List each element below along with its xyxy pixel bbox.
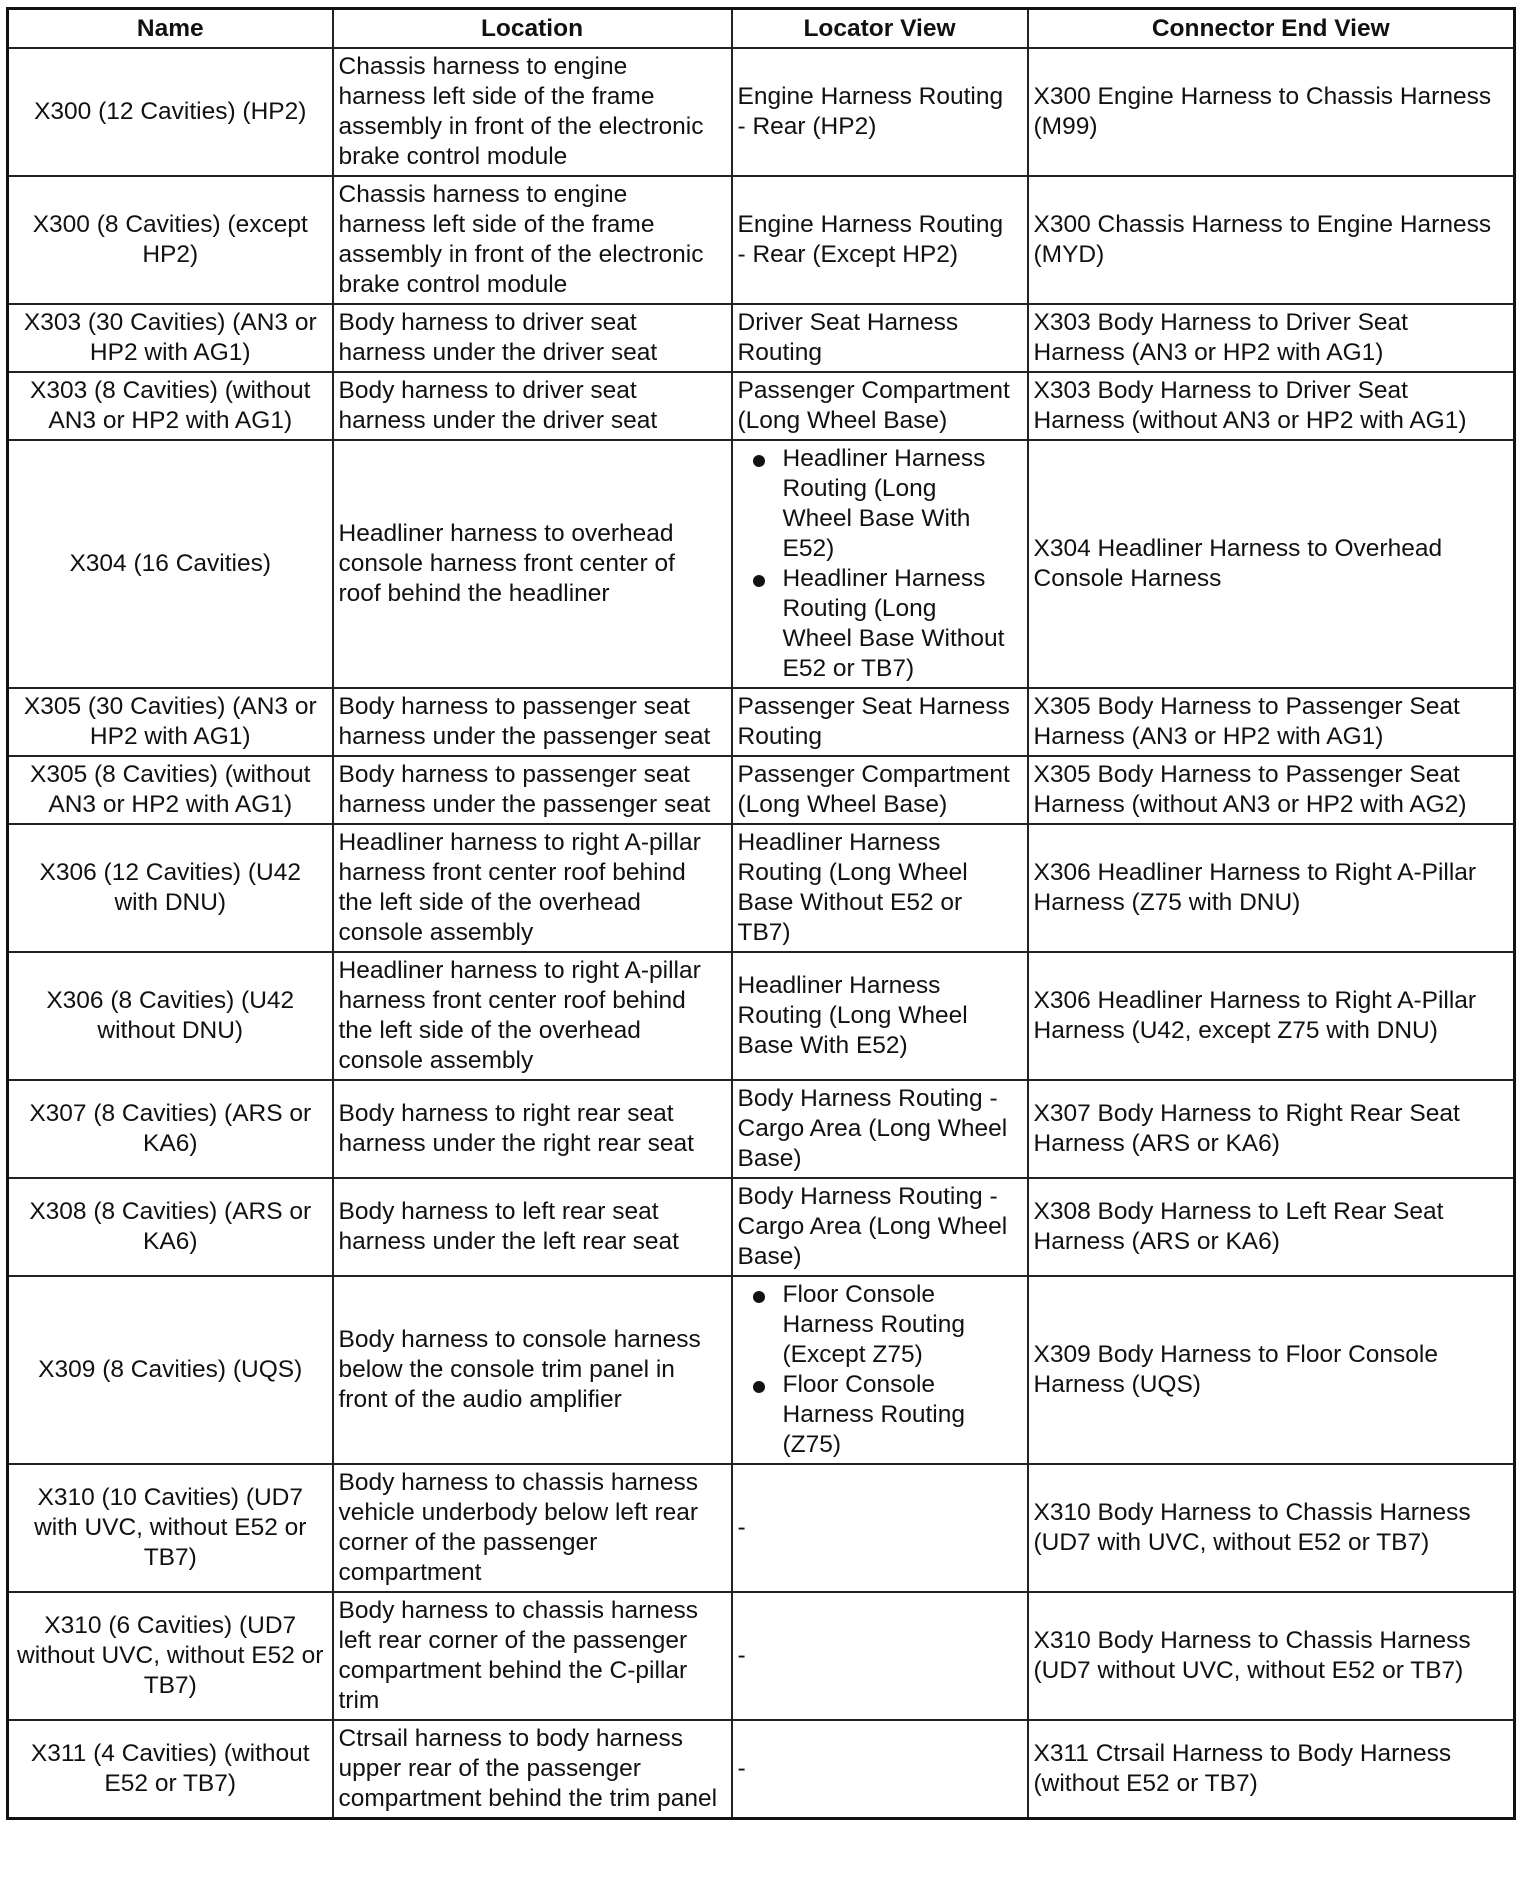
cell-locator-view: Passenger Compartment (Long Wheel Base) (732, 756, 1028, 824)
cell-connector-end-view: X303 Body Harness to Driver Seat Harness (AN3 or HP2 with AG1) (1028, 304, 1515, 372)
cell-connector-end-view: X306 Headliner Harness to Right A-Pillar Harness (U42, except Z75 with DNU) (1028, 952, 1515, 1080)
cell-connector-end-view: X307 Body Harness to Right Rear Seat Harness (ARS or KA6) (1028, 1080, 1515, 1178)
cell-locator-view: - (732, 1592, 1028, 1720)
cell-name: X307 (8 Cavities) (ARS or KA6) (8, 1080, 333, 1178)
cell-locator-view: Passenger Seat Harness Routing (732, 688, 1028, 756)
cell-name: X300 (8 Cavities) (except HP2) (8, 176, 333, 304)
locator-view-list-item: Floor Console Harness Routing (Except Z75) (738, 1280, 1022, 1370)
cell-name: X311 (4 Cavities) (without E52 or TB7) (8, 1720, 333, 1819)
cell-connector-end-view: X306 Headliner Harness to Right A-Pillar Harness (Z75 with DNU) (1028, 824, 1515, 952)
table-row (8, 1464, 1515, 1592)
cell-name: X308 (8 Cavities) (ARS or KA6) (8, 1178, 333, 1276)
table-body (8, 48, 1515, 1819)
cell-connector-end-view: X311 Ctrsail Harness to Body Harness (without E52 or TB7) (1028, 1720, 1515, 1819)
cell-connector-end-view: X305 Body Harness to Passenger Seat Harness (AN3 or HP2 with AG1) (1028, 688, 1515, 756)
cell-locator-view: Headliner Harness Routing (Long Wheel Base With E52) (732, 952, 1028, 1080)
cell-location: Chassis harness to engine harness left side of the frame assembly in front of the electronic brake control module (333, 176, 732, 304)
cell-location: Ctrsail harness to body harness upper rear of the passenger compartment behind the trim panel (333, 1720, 732, 1819)
table-row (8, 1178, 1515, 1276)
cell-locator-view (732, 440, 1028, 688)
cell-locator-view: - (732, 1720, 1028, 1819)
header-connector-end-view: Connector End View (1028, 9, 1515, 49)
cell-locator-view (732, 1276, 1028, 1464)
locator-view-list-item: Headliner Harness Routing (Long Wheel Base Without E52 or TB7) (738, 564, 1022, 684)
cell-location: Body harness to chassis harness vehicle underbody below left rear corner of the passenger compartment (333, 1464, 732, 1592)
locator-view-list-item: Floor Console Harness Routing (Z75) (738, 1370, 1022, 1460)
cell-locator-view: Headliner Harness Routing (Long Wheel Base Without E52 or TB7) (732, 824, 1028, 952)
table-row (8, 372, 1515, 440)
table-row (8, 824, 1515, 952)
cell-location: Body harness to chassis harness left rear corner of the passenger compartment behind the C-pillar trim (333, 1592, 732, 1720)
table-row (8, 440, 1515, 688)
header-name: Name (8, 9, 333, 49)
cell-name: X310 (6 Cavities) (UD7 without UVC, without E52 or TB7) (8, 1592, 333, 1720)
cell-connector-end-view: X308 Body Harness to Left Rear Seat Harness (ARS or KA6) (1028, 1178, 1515, 1276)
cell-locator-view: Body Harness Routing - Cargo Area (Long Wheel Base) (732, 1080, 1028, 1178)
cell-locator-view: Body Harness Routing - Cargo Area (Long Wheel Base) (732, 1178, 1028, 1276)
locator-view-list-item: Headliner Harness Routing (Long Wheel Base With E52) (738, 444, 1022, 564)
table-row (8, 176, 1515, 304)
table-row (8, 756, 1515, 824)
cell-locator-view: Passenger Compartment (Long Wheel Base) (732, 372, 1028, 440)
cell-name: X303 (8 Cavities) (without AN3 or HP2 with AG1) (8, 372, 333, 440)
cell-connector-end-view: X310 Body Harness to Chassis Harness (UD7 with UVC, without E52 or TB7) (1028, 1464, 1515, 1592)
cell-connector-end-view: X300 Engine Harness to Chassis Harness (M99) (1028, 48, 1515, 176)
table-row (8, 48, 1515, 176)
cell-connector-end-view: X300 Chassis Harness to Engine Harness (MYD) (1028, 176, 1515, 304)
cell-connector-end-view: X304 Headliner Harness to Overhead Console Harness (1028, 440, 1515, 688)
cell-name: X306 (12 Cavities) (U42 with DNU) (8, 824, 333, 952)
cell-connector-end-view: X310 Body Harness to Chassis Harness (UD7 without UVC, without E52 or TB7) (1028, 1592, 1515, 1720)
table-row (8, 1276, 1515, 1464)
cell-locator-view: Engine Harness Routing - Rear (HP2) (732, 48, 1028, 176)
cell-name: X306 (8 Cavities) (U42 without DNU) (8, 952, 333, 1080)
cell-location: Body harness to driver seat harness under the driver seat (333, 372, 732, 440)
cell-location: Body harness to passenger seat harness under the passenger seat (333, 688, 732, 756)
cell-name: X309 (8 Cavities) (UQS) (8, 1276, 333, 1464)
cell-name: X303 (30 Cavities) (AN3 or HP2 with AG1) (8, 304, 333, 372)
locator-view-list (738, 444, 1022, 684)
cell-location: Body harness to left rear seat harness under the left rear seat (333, 1178, 732, 1276)
table-row (8, 688, 1515, 756)
connector-table (6, 7, 1516, 1820)
cell-name: X305 (8 Cavities) (without AN3 or HP2 with AG1) (8, 756, 333, 824)
table-row (8, 1080, 1515, 1178)
cell-location: Body harness to right rear seat harness under the right rear seat (333, 1080, 732, 1178)
cell-name: X304 (16 Cavities) (8, 440, 333, 688)
cell-connector-end-view: X305 Body Harness to Passenger Seat Harness (without AN3 or HP2 with AG2) (1028, 756, 1515, 824)
cell-location: Headliner harness to right A-pillar harness front center roof behind the left side of the overhead console assembly (333, 824, 732, 952)
cell-location: Body harness to console harness below the console trim panel in front of the audio amplifier (333, 1276, 732, 1464)
cell-location: Chassis harness to engine harness left side of the frame assembly in front of the electronic brake control module (333, 48, 732, 176)
cell-location: Headliner harness to right A-pillar harness front center roof behind the left side of the overhead console assembly (333, 952, 732, 1080)
cell-connector-end-view: X309 Body Harness to Floor Console Harness (UQS) (1028, 1276, 1515, 1464)
cell-locator-view: Driver Seat Harness Routing (732, 304, 1028, 372)
cell-locator-view: Engine Harness Routing - Rear (Except HP2) (732, 176, 1028, 304)
cell-name: X310 (10 Cavities) (UD7 with UVC, without E52 or TB7) (8, 1464, 333, 1592)
header-row (8, 9, 1515, 49)
cell-location: Body harness to passenger seat harness under the passenger seat (333, 756, 732, 824)
table-row (8, 304, 1515, 372)
table-row (8, 952, 1515, 1080)
cell-location: Headliner harness to overhead console harness front center of roof behind the headliner (333, 440, 732, 688)
table-row (8, 1720, 1515, 1819)
cell-connector-end-view: X303 Body Harness to Driver Seat Harness (without AN3 or HP2 with AG1) (1028, 372, 1515, 440)
table-row (8, 1592, 1515, 1720)
cell-name: X300 (12 Cavities) (HP2) (8, 48, 333, 176)
header-locator-view: Locator View (732, 9, 1028, 49)
cell-name: X305 (30 Cavities) (AN3 or HP2 with AG1) (8, 688, 333, 756)
cell-location: Body harness to driver seat harness under the driver seat (333, 304, 732, 372)
cell-locator-view: - (732, 1464, 1028, 1592)
locator-view-list (738, 1280, 1022, 1460)
header-location: Location (333, 9, 732, 49)
